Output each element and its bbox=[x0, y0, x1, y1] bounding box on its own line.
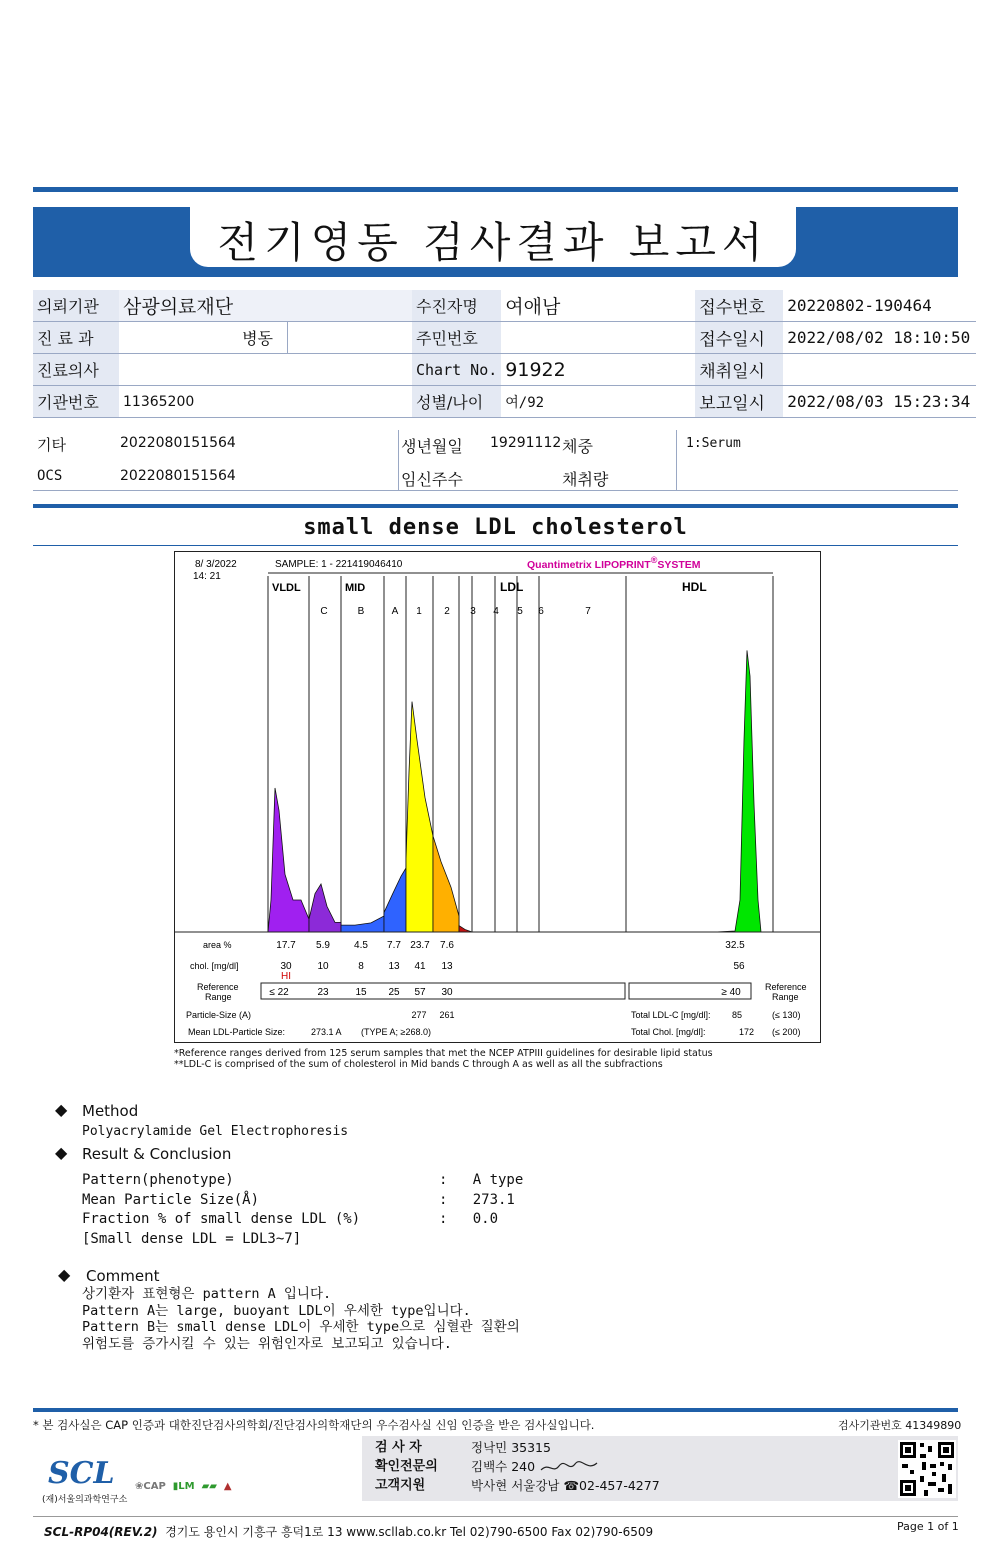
rrn-value bbox=[501, 322, 695, 354]
particle-2: 261 bbox=[439, 1010, 455, 1020]
ref-label-2: Range bbox=[205, 992, 232, 1002]
ksla-logo-icon: ▲ bbox=[223, 1481, 232, 1492]
chart-brand: Quantimetrix LIPOPRINT®SYSTEM bbox=[527, 555, 701, 571]
comment-line: Pattern B는 small dense LDL이 우세한 type으로 심혈관 질환의 bbox=[82, 1319, 520, 1335]
ref-value: 15 bbox=[355, 987, 367, 998]
chol-value: 41 bbox=[414, 961, 426, 972]
cert-text: * 본 검사실은 CAP 인증과 대한진단검사의학회/진단검사의학재단의 우수검사실 신임 인증을 받은 검사실입니다. bbox=[33, 1418, 595, 1432]
peak-mid-b bbox=[341, 916, 384, 932]
service-value: 박사현 서울강남 ☎02-457-4277 bbox=[471, 1478, 660, 1493]
lm-logo-icon: ▮LM bbox=[172, 1481, 195, 1492]
group-mid: MID bbox=[345, 582, 366, 594]
area-value: 5.9 bbox=[316, 940, 330, 951]
comment-line: 상기환자 표현형은 pattern A 입니다. bbox=[82, 1286, 332, 1302]
ocs-value: 2022080151564 bbox=[120, 468, 236, 484]
particle-label: Particle-Size (A) bbox=[186, 1010, 252, 1020]
inst-no-label: 기관번호 bbox=[33, 386, 119, 418]
result-row-fraction: Fraction % of small dense LDL (%) : 0.0 bbox=[82, 1211, 499, 1227]
collect-dt-label: 채취일시 bbox=[695, 354, 783, 386]
footer-rule bbox=[33, 1408, 958, 1412]
total-ldl-value: 85 bbox=[732, 1010, 743, 1020]
band-label: 5 bbox=[517, 606, 523, 617]
staff-values bbox=[471, 1438, 660, 1495]
method-title: Method bbox=[82, 1102, 139, 1120]
lipoprint-chart bbox=[174, 551, 821, 1043]
top-rule bbox=[33, 187, 958, 192]
etc-label: 기타 bbox=[37, 436, 66, 454]
confirm-value: 김백수 240 bbox=[471, 1457, 660, 1476]
group-vldl: VLDL bbox=[272, 582, 301, 594]
staff-box bbox=[362, 1436, 958, 1501]
scl-logo: SCL bbox=[48, 1456, 115, 1491]
chol-value: 30 bbox=[280, 961, 292, 972]
specimen-value: 1:Serum bbox=[686, 436, 741, 451]
comment-line: Pattern A는 large, buoyant LDL이 우세한 type입니다. bbox=[82, 1302, 471, 1319]
area-value-hdl: 32.5 bbox=[725, 940, 745, 951]
footnote-1: *Reference ranges derived from 125 serum samples that met the NCEP ATPIII guidelines for desirable lipid status bbox=[174, 1048, 713, 1059]
group-ldl: LDL bbox=[500, 580, 524, 594]
chart-sample: SAMPLE: 1 - 221419046410 bbox=[275, 559, 403, 570]
chol-label: chol. [mg/dl] bbox=[190, 961, 239, 971]
patient-info-table bbox=[33, 290, 976, 418]
area-label: area % bbox=[203, 940, 232, 950]
staff-labels bbox=[375, 1438, 438, 1495]
chol-value: 8 bbox=[358, 961, 364, 972]
peak-mid-c bbox=[309, 884, 341, 932]
sex-age-value: 여/92 bbox=[501, 386, 695, 418]
peak-vldl bbox=[268, 788, 309, 932]
doctor-value bbox=[119, 354, 412, 386]
band-label: A bbox=[391, 606, 399, 617]
peak-hdl bbox=[694, 650, 761, 932]
institution-value: 삼광의료재단 bbox=[119, 290, 412, 322]
chol-value: 13 bbox=[388, 961, 400, 972]
chol-value: 13 bbox=[441, 961, 453, 972]
total-chol-ref: (≤ 200) bbox=[772, 1027, 801, 1037]
report-dt-label: 보고일시 bbox=[695, 386, 783, 418]
receipt-no-label: 접수번호 bbox=[695, 290, 783, 322]
report-dt-value: 2022/08/03 15:23:34 bbox=[783, 386, 976, 418]
mean-type: (TYPE A; ≥268.0) bbox=[361, 1027, 431, 1037]
doctor-label: 진료의사 bbox=[33, 354, 119, 386]
band-label: 1 bbox=[416, 606, 422, 617]
area-value: 7.7 bbox=[387, 940, 401, 951]
institution-label: 의뢰기관 bbox=[33, 290, 119, 322]
peak-ldl1 bbox=[406, 702, 433, 932]
mid-rule bbox=[33, 504, 958, 508]
receipt-dt-label: 접수일시 bbox=[695, 322, 783, 354]
ref-value: 30 bbox=[441, 987, 453, 998]
scl-logo-sub: (재)서울의과학연구소 bbox=[42, 1495, 128, 1505]
ref-value-hdl: ≥ 40 bbox=[721, 987, 741, 998]
accreditation-logos bbox=[135, 1481, 232, 1492]
department-value: 병동 bbox=[119, 322, 288, 354]
comment-title: Comment bbox=[86, 1267, 160, 1285]
sex-age-label: 성별/나이 bbox=[412, 386, 501, 418]
hi-flag: HI bbox=[281, 971, 291, 982]
comment-line: 위험도를 증가시킬 수 있는 위험인자로 보고되고 있습니다. bbox=[82, 1335, 452, 1352]
birth-value: 19291112 bbox=[490, 435, 562, 451]
name-label: 수진자명 bbox=[412, 290, 501, 322]
confirm-label: 확인전문의 bbox=[375, 1459, 438, 1474]
receipt-no-value: 20220802-190464 bbox=[783, 290, 976, 322]
band-label: 4 bbox=[493, 606, 499, 617]
form-footer: SCL-RP04(REV.2) 경기도 용인시 기흥구 흥덕1로 13 www.scllab.co.kr Tel 02)790-6500 Fax 02)790-6509 bbox=[44, 1525, 654, 1539]
peak-ldl3 bbox=[459, 926, 472, 932]
group-hdl: HDL bbox=[682, 580, 707, 594]
inst-no-footer: 검사기관번호 41349890 bbox=[838, 1419, 962, 1432]
page-title: 전기영동 검사결과 보고서 bbox=[217, 218, 769, 267]
etc-value: 2022080151564 bbox=[120, 435, 236, 451]
band-label: B bbox=[357, 606, 365, 617]
chart-no-label: Chart No. bbox=[412, 354, 501, 386]
total-ldl-ref: (≤ 130) bbox=[772, 1010, 801, 1020]
area-value: 7.6 bbox=[440, 940, 454, 951]
chart-date: 8/ 3/2022 bbox=[195, 559, 237, 570]
band-label: 3 bbox=[470, 606, 476, 617]
rrn-label: 주민번호 bbox=[412, 322, 501, 354]
particle-1: 277 bbox=[411, 1010, 427, 1020]
ref-value: ≤ 22 bbox=[269, 987, 289, 998]
total-chol-label: Total Chol. [mg/dl]: bbox=[631, 1027, 706, 1037]
chart-time: 14: 21 bbox=[193, 571, 221, 582]
method-text: Polyacrylamide Gel Electrophoresis bbox=[82, 1124, 349, 1139]
comment-bullet-icon: ◆ bbox=[58, 1265, 71, 1284]
ref-label-hdl-1: Reference bbox=[765, 982, 807, 992]
result-title: Result & Conclusion bbox=[82, 1145, 232, 1163]
mean-label: Mean LDL-Particle Size: bbox=[188, 1027, 286, 1037]
examiner-label: 검 사 자 bbox=[375, 1440, 422, 1455]
result-row-pattern: Pattern(phenotype) : A type bbox=[82, 1172, 524, 1188]
peak-mid-a bbox=[384, 868, 406, 932]
result-row-size: Mean Particle Size(Å) : 273.1 bbox=[82, 1191, 515, 1208]
ref-value: 57 bbox=[414, 987, 426, 998]
section-title: small dense LDL cholesterol bbox=[303, 515, 688, 540]
area-value: 23.7 bbox=[410, 940, 430, 951]
department-label: 진 료 과 bbox=[33, 322, 119, 354]
volume-label: 채취량 bbox=[562, 470, 609, 489]
result-note: [Small dense LDL = LDL3~7] bbox=[82, 1230, 302, 1247]
total-chol-value: 172 bbox=[739, 1027, 755, 1037]
eqa-logo-icon: ▰▰ bbox=[201, 1481, 217, 1492]
examiner-value: 정낙민 35315 bbox=[471, 1440, 551, 1455]
area-value: 17.7 bbox=[276, 940, 296, 951]
ref-label-1: Reference bbox=[197, 982, 239, 992]
band-label: 6 bbox=[538, 606, 544, 617]
band-label: 2 bbox=[444, 606, 450, 617]
comment-text bbox=[82, 1286, 520, 1352]
ref-value: 25 bbox=[388, 987, 400, 998]
chart-no-value: 91922 bbox=[501, 354, 695, 386]
footnote-2: **LDL-C is comprised of the sum of cholesterol in Mid bands C through A as well as all the subfractions bbox=[174, 1059, 663, 1070]
weight-label: 체중 bbox=[562, 437, 593, 456]
collect-dt-value bbox=[783, 354, 976, 386]
total-ldl-label: Total LDL-C [mg/dl]: bbox=[631, 1010, 711, 1020]
chol-value-hdl: 56 bbox=[733, 961, 745, 972]
result-list bbox=[82, 1171, 523, 1249]
birth-label: 생년월일 bbox=[401, 437, 463, 456]
cap-logo-icon: ❀CAP bbox=[135, 1481, 166, 1492]
qr-code-icon bbox=[898, 1440, 956, 1498]
inst-no-value: 11365200 bbox=[119, 386, 412, 418]
method-bullet-icon: ◆ bbox=[55, 1100, 68, 1119]
chart-svg bbox=[175, 552, 820, 1042]
chol-value: 10 bbox=[317, 961, 329, 972]
service-label: 고객지원 bbox=[375, 1478, 426, 1493]
name-value: 여애남 bbox=[501, 290, 695, 322]
result-bullet-icon: ◆ bbox=[55, 1143, 68, 1162]
ref-value: 23 bbox=[317, 987, 329, 998]
page-number: Page 1 of 1 bbox=[897, 1520, 959, 1533]
peak-ldl2 bbox=[433, 836, 459, 932]
mean-value: 273.1 A bbox=[311, 1027, 342, 1037]
receipt-dt-value: 2022/08/02 18:10:50 bbox=[783, 322, 976, 354]
ref-label-hdl-2: Range bbox=[772, 992, 799, 1002]
area-value: 4.5 bbox=[354, 940, 368, 951]
band-label: C bbox=[320, 606, 328, 617]
ocs-label: OCS bbox=[37, 468, 63, 484]
signature-icon bbox=[539, 1460, 599, 1476]
band-label: 7 bbox=[585, 606, 591, 617]
pregnancy-label: 임신주수 bbox=[401, 470, 463, 489]
chart-footnotes bbox=[174, 1048, 713, 1070]
